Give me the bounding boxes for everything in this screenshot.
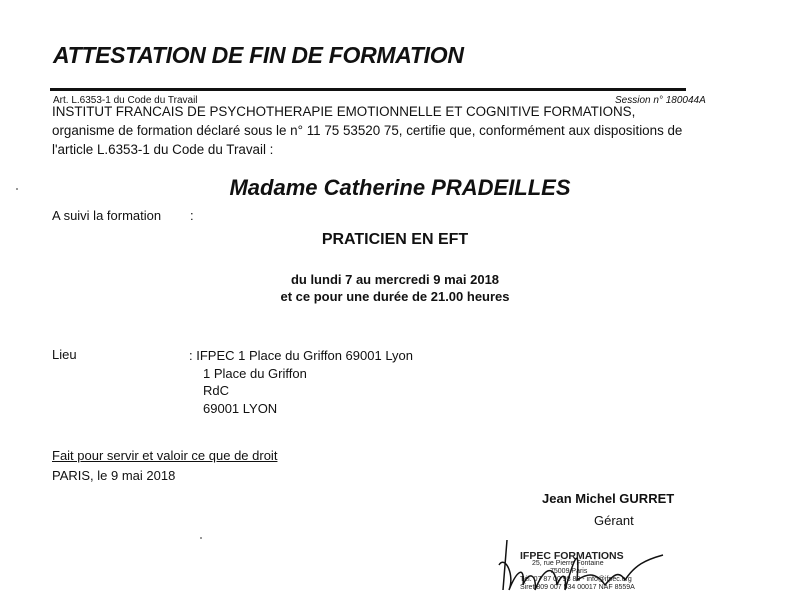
scan-speck: [200, 537, 202, 539]
place-date: PARIS, le 9 mai 2018: [52, 468, 176, 483]
document-title: ATTESTATION DE FIN DE FORMATION: [53, 42, 464, 68]
trainee-name: Madame Catherine PRADEILLES: [229, 175, 571, 200]
stamp-title: IFPEC FORMATIONS: [520, 550, 624, 562]
stamp-line: Siret 809 007 534 00017 NAF 8559A: [520, 584, 635, 591]
followed-label: A suivi la formation: [52, 208, 162, 223]
formation-title: PRATICIEN EN EFT: [321, 231, 469, 248]
stamp-line: Tél. 07 87 00 98 83 - info@ifpec.org: [520, 576, 632, 583]
location-label: Lieu: [52, 347, 77, 362]
formation-dates: [0, 271, 790, 305]
duration-line: et ce pour une durée de 21.00 heures: [280, 289, 510, 304]
stamp-line: 25, rue Pierre Fontaine: [532, 560, 604, 567]
title-rule: [50, 88, 686, 91]
followed-colon: :: [190, 208, 194, 223]
signatory-role: Gérant: [594, 513, 634, 528]
closing-statement: Fait pour servir et valoir ce que de droit: [52, 448, 278, 463]
address-line: 69001 LYON: [203, 400, 278, 416]
article-reference: Art. L.6353-1 du Code du Travail: [53, 95, 198, 106]
handwritten-signature: [495, 535, 675, 600]
address-line: 1 Place du Griffon: [203, 365, 307, 381]
address-line: : IFPEC 1 Place du Griffon 69001 Lyon: [189, 348, 414, 363]
address-line: RdC: [203, 383, 230, 398]
location-address: [189, 347, 413, 417]
scan-speck: [16, 188, 18, 190]
session-number: Session n° 180044A: [615, 95, 706, 106]
stamp-line: 75009 Paris: [550, 568, 588, 575]
dates-line: du lundi 7 au mercredi 9 mai 2018: [290, 272, 500, 287]
signatory-name: Jean Michel GURRET: [542, 491, 675, 506]
intro-paragraph: INSTITUT FRANCAIS DE PSYCHOTHERAPIE EMOTIONNELLE ET COGNITIVE FORMATIONS, organisme de formation déclaré sous le n° 11 75 53520 75, certifie que, conformément aux dispositions de l'article L.6353-1 du Code du Travail :: [52, 104, 683, 157]
